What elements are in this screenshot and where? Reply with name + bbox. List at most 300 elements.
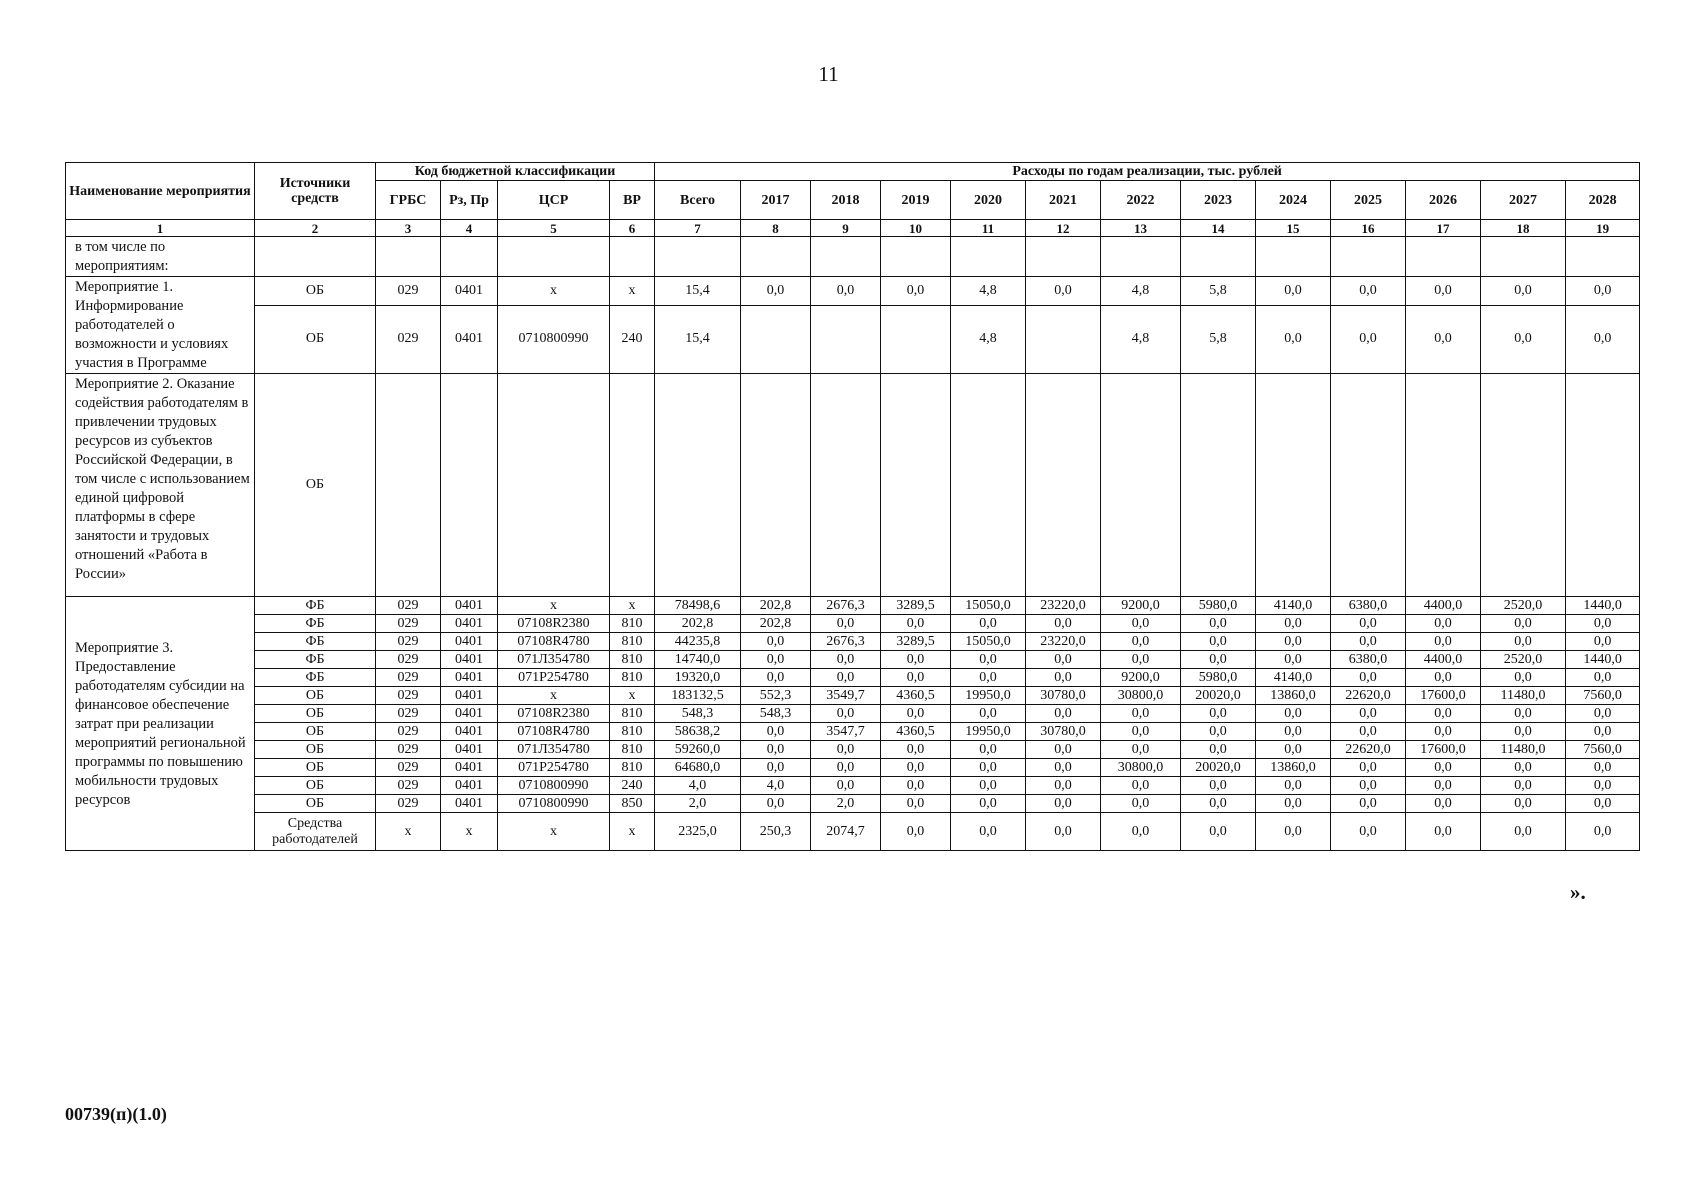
value-cell: 0401 <box>441 633 498 651</box>
value-cell: 44235,8 <box>655 633 741 651</box>
value-cell: 11480,0 <box>1481 741 1566 759</box>
value-cell: 30800,0 <box>1101 759 1181 777</box>
source-cell: ОБ <box>255 277 376 306</box>
value-cell: 0,0 <box>1026 705 1101 723</box>
value-cell: 0,0 <box>881 669 951 687</box>
value-cell: 0,0 <box>1481 723 1566 741</box>
value-cell: 0,0 <box>811 277 881 306</box>
header-rzpr: Рз, Пр <box>441 181 498 220</box>
value-cell: 0,0 <box>1331 813 1406 851</box>
value-cell: 0,0 <box>1331 759 1406 777</box>
measure-3-row <box>66 615 1640 633</box>
value-cell: 0,0 <box>951 615 1026 633</box>
value-cell: 0,0 <box>1406 305 1481 373</box>
value-cell: 0,0 <box>1566 705 1640 723</box>
value-cell: 0,0 <box>1331 705 1406 723</box>
value-cell: 07108R4780 <box>498 633 610 651</box>
value-cell: 0401 <box>441 777 498 795</box>
value-cell: 17600,0 <box>1406 687 1481 705</box>
column-number: 13 <box>1101 220 1181 237</box>
value-cell: 0,0 <box>1181 651 1256 669</box>
value-cell: 810 <box>610 705 655 723</box>
value-cell: 22620,0 <box>1331 741 1406 759</box>
value-cell: 2676,3 <box>811 597 881 615</box>
measure-2-name: Мероприятие 2. Оказание содействия работодателям в привлечении трудовых ресурсов из субъектов Российской Федерации, в том числе с использованием единой цифровой платформы в сфере занятости и трудовых отношений «Работа в России» <box>66 374 255 597</box>
column-number: 17 <box>1406 220 1481 237</box>
header-year: 2020 <box>951 181 1026 220</box>
value-cell: 029 <box>376 741 441 759</box>
value-cell <box>811 305 881 373</box>
value-cell: 7560,0 <box>1566 741 1640 759</box>
value-cell: 13860,0 <box>1256 759 1331 777</box>
document-code: 00739(п)(1.0) <box>65 1104 167 1124</box>
value-cell: 029 <box>376 795 441 813</box>
value-cell: 0,0 <box>1481 777 1566 795</box>
column-number: 10 <box>881 220 951 237</box>
value-cell: 0,0 <box>1181 633 1256 651</box>
value-cell: x <box>610 277 655 306</box>
value-cell: 4,0 <box>741 777 811 795</box>
measure-3-row <box>66 687 1640 705</box>
value-cell: 850 <box>610 795 655 813</box>
value-cell: 2325,0 <box>655 813 741 851</box>
value-cell: 548,3 <box>741 705 811 723</box>
column-number: 15 <box>1256 220 1331 237</box>
value-cell: 0,0 <box>1481 759 1566 777</box>
value-cell <box>1026 305 1101 373</box>
value-cell: 0,0 <box>881 759 951 777</box>
column-number: 5 <box>498 220 610 237</box>
source-cell: ОБ <box>255 305 376 373</box>
value-cell: 029 <box>376 597 441 615</box>
measure-3-row <box>66 813 1640 851</box>
value-cell: 0401 <box>441 705 498 723</box>
value-cell: 029 <box>376 615 441 633</box>
value-cell: 0,0 <box>1406 813 1481 851</box>
header-year: 2023 <box>1181 181 1256 220</box>
header-total: Всего <box>655 181 741 220</box>
value-cell: 0,0 <box>881 777 951 795</box>
value-cell: 0,0 <box>1481 705 1566 723</box>
column-number: 4 <box>441 220 498 237</box>
value-cell: 19320,0 <box>655 669 741 687</box>
source-cell: ОБ <box>255 795 376 813</box>
value-cell: 0,0 <box>1026 777 1101 795</box>
header-year: 2026 <box>1406 181 1481 220</box>
value-cell: 5,8 <box>1181 277 1256 306</box>
value-cell: 0,0 <box>1101 615 1181 633</box>
value-cell: 0,0 <box>1406 705 1481 723</box>
column-number: 12 <box>1026 220 1101 237</box>
value-cell: 0710800990 <box>498 777 610 795</box>
value-cell: 17600,0 <box>1406 741 1481 759</box>
value-cell: 183132,5 <box>655 687 741 705</box>
column-number: 16 <box>1331 220 1406 237</box>
value-cell: 9200,0 <box>1101 597 1181 615</box>
value-cell: 13860,0 <box>1256 687 1331 705</box>
value-cell: 0,0 <box>741 277 811 306</box>
value-cell: 029 <box>376 687 441 705</box>
value-cell: 0401 <box>441 759 498 777</box>
measure-3-row <box>66 633 1640 651</box>
value-cell: 0,0 <box>1566 759 1640 777</box>
source-cell: ОБ <box>255 723 376 741</box>
column-number: 3 <box>376 220 441 237</box>
header-year: 2017 <box>741 181 811 220</box>
value-cell: 0,0 <box>1181 777 1256 795</box>
value-cell: 0,0 <box>1256 741 1331 759</box>
value-cell: 15050,0 <box>951 633 1026 651</box>
value-cell: 78498,6 <box>655 597 741 615</box>
value-cell: 0,0 <box>1406 759 1481 777</box>
value-cell: 2,0 <box>811 795 881 813</box>
value-cell: 0,0 <box>1101 705 1181 723</box>
column-numbers-row <box>66 220 1640 237</box>
value-cell: 0401 <box>441 615 498 633</box>
measure-3-name: Мероприятие 3. Предоставление работодателям субсидии на финансовое обеспечение затрат при реализации мероприятий региональной программы по повышению мобильности трудовых ресурсов <box>66 597 255 851</box>
value-cell: 0401 <box>441 597 498 615</box>
value-cell: 0,0 <box>811 615 881 633</box>
source-cell: ФБ <box>255 633 376 651</box>
value-cell: 0,0 <box>1406 615 1481 633</box>
value-cell: 0,0 <box>1026 669 1101 687</box>
value-cell: 0,0 <box>1481 669 1566 687</box>
value-cell: 029 <box>376 705 441 723</box>
column-number: 18 <box>1481 220 1566 237</box>
header-year: 2027 <box>1481 181 1566 220</box>
column-number: 6 <box>610 220 655 237</box>
value-cell: 0,0 <box>1256 777 1331 795</box>
header-year: 2028 <box>1566 181 1640 220</box>
value-cell: 029 <box>376 669 441 687</box>
measure-2-source: ОБ <box>255 374 376 597</box>
value-cell: 0,0 <box>1481 277 1566 306</box>
value-cell: x <box>498 687 610 705</box>
value-cell: 0,0 <box>1026 813 1101 851</box>
value-cell: 0,0 <box>1566 795 1640 813</box>
header-grbs: ГРБС <box>376 181 441 220</box>
header-classification: Код бюджетной классификации <box>376 163 655 181</box>
value-cell: 3289,5 <box>881 597 951 615</box>
value-cell: 0,0 <box>951 705 1026 723</box>
value-cell: 0,0 <box>1181 705 1256 723</box>
value-cell: 0,0 <box>951 777 1026 795</box>
value-cell: x <box>610 687 655 705</box>
value-cell: 0,0 <box>1481 633 1566 651</box>
value-cell: 4,8 <box>1101 305 1181 373</box>
source-cell: ФБ <box>255 669 376 687</box>
value-cell: 0,0 <box>1026 277 1101 306</box>
source-cell: ОБ <box>255 759 376 777</box>
value-cell: 4400,0 <box>1406 597 1481 615</box>
value-cell: 0,0 <box>811 705 881 723</box>
value-cell: 202,8 <box>741 615 811 633</box>
page-number: 11 <box>818 62 839 86</box>
value-cell: 0,0 <box>1026 759 1101 777</box>
value-cell: 0,0 <box>1331 633 1406 651</box>
measure-3-row <box>66 669 1640 687</box>
value-cell: 0,0 <box>881 277 951 306</box>
header-year: 2024 <box>1256 181 1331 220</box>
value-cell: 0,0 <box>1331 615 1406 633</box>
value-cell: 3547,7 <box>811 723 881 741</box>
value-cell: 0,0 <box>951 795 1026 813</box>
value-cell: 4,8 <box>951 277 1026 306</box>
value-cell: 029 <box>376 277 441 306</box>
value-cell: 0,0 <box>811 777 881 795</box>
value-cell: 11480,0 <box>1481 687 1566 705</box>
value-cell: 4,0 <box>655 777 741 795</box>
value-cell: 0,0 <box>1026 651 1101 669</box>
value-cell: 0,0 <box>1331 277 1406 306</box>
measure-3-row <box>66 705 1640 723</box>
value-cell: x <box>498 813 610 851</box>
value-cell: 4,8 <box>951 305 1026 373</box>
value-cell: x <box>610 813 655 851</box>
value-cell: 0,0 <box>1566 669 1640 687</box>
value-cell: 0,0 <box>881 741 951 759</box>
value-cell: 2,0 <box>655 795 741 813</box>
value-cell <box>741 305 811 373</box>
value-cell: 0,0 <box>1406 723 1481 741</box>
header-vr: ВР <box>610 181 655 220</box>
column-number: 7 <box>655 220 741 237</box>
value-cell: 7560,0 <box>1566 687 1640 705</box>
value-cell: 810 <box>610 741 655 759</box>
value-cell: 0,0 <box>881 615 951 633</box>
header-year: 2021 <box>1026 181 1101 220</box>
value-cell: 071P254780 <box>498 759 610 777</box>
column-number: 1 <box>66 220 255 237</box>
value-cell: 4400,0 <box>1406 651 1481 669</box>
value-cell: 0,0 <box>1406 795 1481 813</box>
value-cell: 5980,0 <box>1181 597 1256 615</box>
value-cell: 0,0 <box>741 759 811 777</box>
source-cell: ФБ <box>255 651 376 669</box>
value-cell: 202,8 <box>655 615 741 633</box>
value-cell: 23220,0 <box>1026 633 1101 651</box>
value-cell: 15050,0 <box>951 597 1026 615</box>
value-cell: 0,0 <box>1331 723 1406 741</box>
value-cell: 0,0 <box>1026 615 1101 633</box>
value-cell: 202,8 <box>741 597 811 615</box>
source-cell: ФБ <box>255 615 376 633</box>
value-cell: 0,0 <box>881 813 951 851</box>
measure-3-row <box>66 651 1640 669</box>
value-cell: 250,3 <box>741 813 811 851</box>
column-number: 19 <box>1566 220 1640 237</box>
value-cell: 0,0 <box>1481 795 1566 813</box>
value-cell: 0,0 <box>1331 669 1406 687</box>
value-cell: 9200,0 <box>1101 669 1181 687</box>
value-cell: 0710800990 <box>498 305 610 373</box>
value-cell: 0401 <box>441 277 498 306</box>
value-cell: 1440,0 <box>1566 597 1640 615</box>
value-cell: 5980,0 <box>1181 669 1256 687</box>
value-cell: 0,0 <box>951 759 1026 777</box>
value-cell: 0401 <box>441 795 498 813</box>
value-cell: 810 <box>610 615 655 633</box>
value-cell: 240 <box>610 777 655 795</box>
value-cell: 0,0 <box>811 669 881 687</box>
value-cell: 1440,0 <box>1566 651 1640 669</box>
column-number: 2 <box>255 220 376 237</box>
value-cell: 810 <box>610 669 655 687</box>
value-cell: 071Л354780 <box>498 741 610 759</box>
value-cell: 0,0 <box>741 741 811 759</box>
value-cell: 20020,0 <box>1181 687 1256 705</box>
value-cell: 548,3 <box>655 705 741 723</box>
header-year: 2025 <box>1331 181 1406 220</box>
value-cell: 64680,0 <box>655 759 741 777</box>
value-cell: 30800,0 <box>1101 687 1181 705</box>
value-cell: 0,0 <box>1566 633 1640 651</box>
value-cell: 3289,5 <box>881 633 951 651</box>
value-cell: 0,0 <box>1256 651 1331 669</box>
value-cell: 0,0 <box>1101 633 1181 651</box>
value-cell: 0,0 <box>741 669 811 687</box>
value-cell: 30780,0 <box>1026 687 1101 705</box>
value-cell: 4360,5 <box>881 723 951 741</box>
column-number: 14 <box>1181 220 1256 237</box>
header-year: 2022 <box>1101 181 1181 220</box>
value-cell: 0,0 <box>1566 277 1640 306</box>
value-cell: 0401 <box>441 669 498 687</box>
value-cell: 0,0 <box>1566 305 1640 373</box>
value-cell: 0,0 <box>1026 795 1101 813</box>
value-cell: 0,0 <box>1101 741 1181 759</box>
value-cell: 30780,0 <box>1026 723 1101 741</box>
value-cell: 0,0 <box>741 795 811 813</box>
value-cell: 15,4 <box>655 277 741 306</box>
value-cell: 552,3 <box>741 687 811 705</box>
value-cell: 0,0 <box>1101 795 1181 813</box>
value-cell: 23220,0 <box>1026 597 1101 615</box>
value-cell: 029 <box>376 651 441 669</box>
value-cell: 0,0 <box>1181 795 1256 813</box>
value-cell: 58638,2 <box>655 723 741 741</box>
value-cell: 2676,3 <box>811 633 881 651</box>
value-cell: 810 <box>610 633 655 651</box>
value-cell: 0,0 <box>741 723 811 741</box>
source-cell: ФБ <box>255 597 376 615</box>
value-cell: 0,0 <box>881 651 951 669</box>
value-cell: x <box>441 813 498 851</box>
value-cell: 15,4 <box>655 305 741 373</box>
value-cell: 0,0 <box>1256 705 1331 723</box>
value-cell: 0,0 <box>1256 615 1331 633</box>
value-cell: x <box>610 597 655 615</box>
value-cell: 0,0 <box>1331 795 1406 813</box>
value-cell: 0,0 <box>951 669 1026 687</box>
value-cell: 07108R2380 <box>498 705 610 723</box>
intro-label: в том числе по мероприятиям: <box>66 237 255 277</box>
value-cell: 59260,0 <box>655 741 741 759</box>
measure-3-row <box>66 741 1640 759</box>
column-number: 11 <box>951 220 1026 237</box>
value-cell: 0,0 <box>1481 813 1566 851</box>
header-expenses: Расходы по годам реализации, тыс. рублей <box>655 163 1640 181</box>
value-cell: 0401 <box>441 723 498 741</box>
header-year: 2018 <box>811 181 881 220</box>
value-cell: 071P254780 <box>498 669 610 687</box>
value-cell: 0401 <box>441 741 498 759</box>
value-cell: 0401 <box>441 651 498 669</box>
value-cell <box>881 305 951 373</box>
value-cell: 4140,0 <box>1256 597 1331 615</box>
value-cell: x <box>498 277 610 306</box>
value-cell: 2074,7 <box>811 813 881 851</box>
budget-table <box>65 162 1640 851</box>
value-cell: 07108R2380 <box>498 615 610 633</box>
value-cell: 0,0 <box>1481 305 1566 373</box>
value-cell: 029 <box>376 759 441 777</box>
source-cell: ОБ <box>255 705 376 723</box>
value-cell: 0,0 <box>1256 277 1331 306</box>
value-cell: 0,0 <box>1566 615 1640 633</box>
measure-3-row <box>66 723 1640 741</box>
value-cell: 19950,0 <box>951 687 1026 705</box>
value-cell: 0,0 <box>1101 813 1181 851</box>
value-cell: 0,0 <box>1406 633 1481 651</box>
value-cell: 07108R4780 <box>498 723 610 741</box>
value-cell: 5,8 <box>1181 305 1256 373</box>
value-cell: 6380,0 <box>1331 597 1406 615</box>
value-cell: 0,0 <box>951 651 1026 669</box>
value-cell: 029 <box>376 633 441 651</box>
value-cell: 0,0 <box>811 651 881 669</box>
value-cell: 810 <box>610 723 655 741</box>
value-cell: 4140,0 <box>1256 669 1331 687</box>
value-cell: 071Л354780 <box>498 651 610 669</box>
value-cell: 2520,0 <box>1481 651 1566 669</box>
value-cell: 0,0 <box>811 759 881 777</box>
value-cell: 0,0 <box>1331 777 1406 795</box>
value-cell: 6380,0 <box>1331 651 1406 669</box>
value-cell: x <box>498 597 610 615</box>
value-cell: 0,0 <box>951 813 1026 851</box>
value-cell: x <box>376 813 441 851</box>
value-cell: 0,0 <box>811 741 881 759</box>
value-cell: 3549,7 <box>811 687 881 705</box>
measure-1-row <box>66 277 1640 306</box>
value-cell: 029 <box>376 723 441 741</box>
value-cell: 0,0 <box>741 633 811 651</box>
source-cell: ОБ <box>255 777 376 795</box>
measure-1-row <box>66 305 1640 373</box>
value-cell: 0710800990 <box>498 795 610 813</box>
value-cell: 0,0 <box>1256 723 1331 741</box>
value-cell: 0,0 <box>1256 633 1331 651</box>
value-cell: 029 <box>376 305 441 373</box>
value-cell: 0,0 <box>881 795 951 813</box>
value-cell: 0,0 <box>1256 305 1331 373</box>
value-cell: 0,0 <box>951 741 1026 759</box>
value-cell: 0,0 <box>1566 777 1640 795</box>
header-name: Наименование мероприятия <box>66 163 255 220</box>
value-cell: 0,0 <box>1331 305 1406 373</box>
value-cell: 0,0 <box>1101 777 1181 795</box>
value-cell: 0,0 <box>1256 813 1331 851</box>
value-cell: 0,0 <box>1026 741 1101 759</box>
value-cell: 0,0 <box>1256 795 1331 813</box>
value-cell: 0,0 <box>1406 777 1481 795</box>
value-cell: 0,0 <box>1101 651 1181 669</box>
value-cell: 0,0 <box>1481 615 1566 633</box>
measure-3-row <box>66 795 1640 813</box>
measure-1-name: Мероприятие 1. Информирование работодателей о возможности и условиях участия в Программе <box>66 277 255 374</box>
value-cell: 0,0 <box>1566 723 1640 741</box>
